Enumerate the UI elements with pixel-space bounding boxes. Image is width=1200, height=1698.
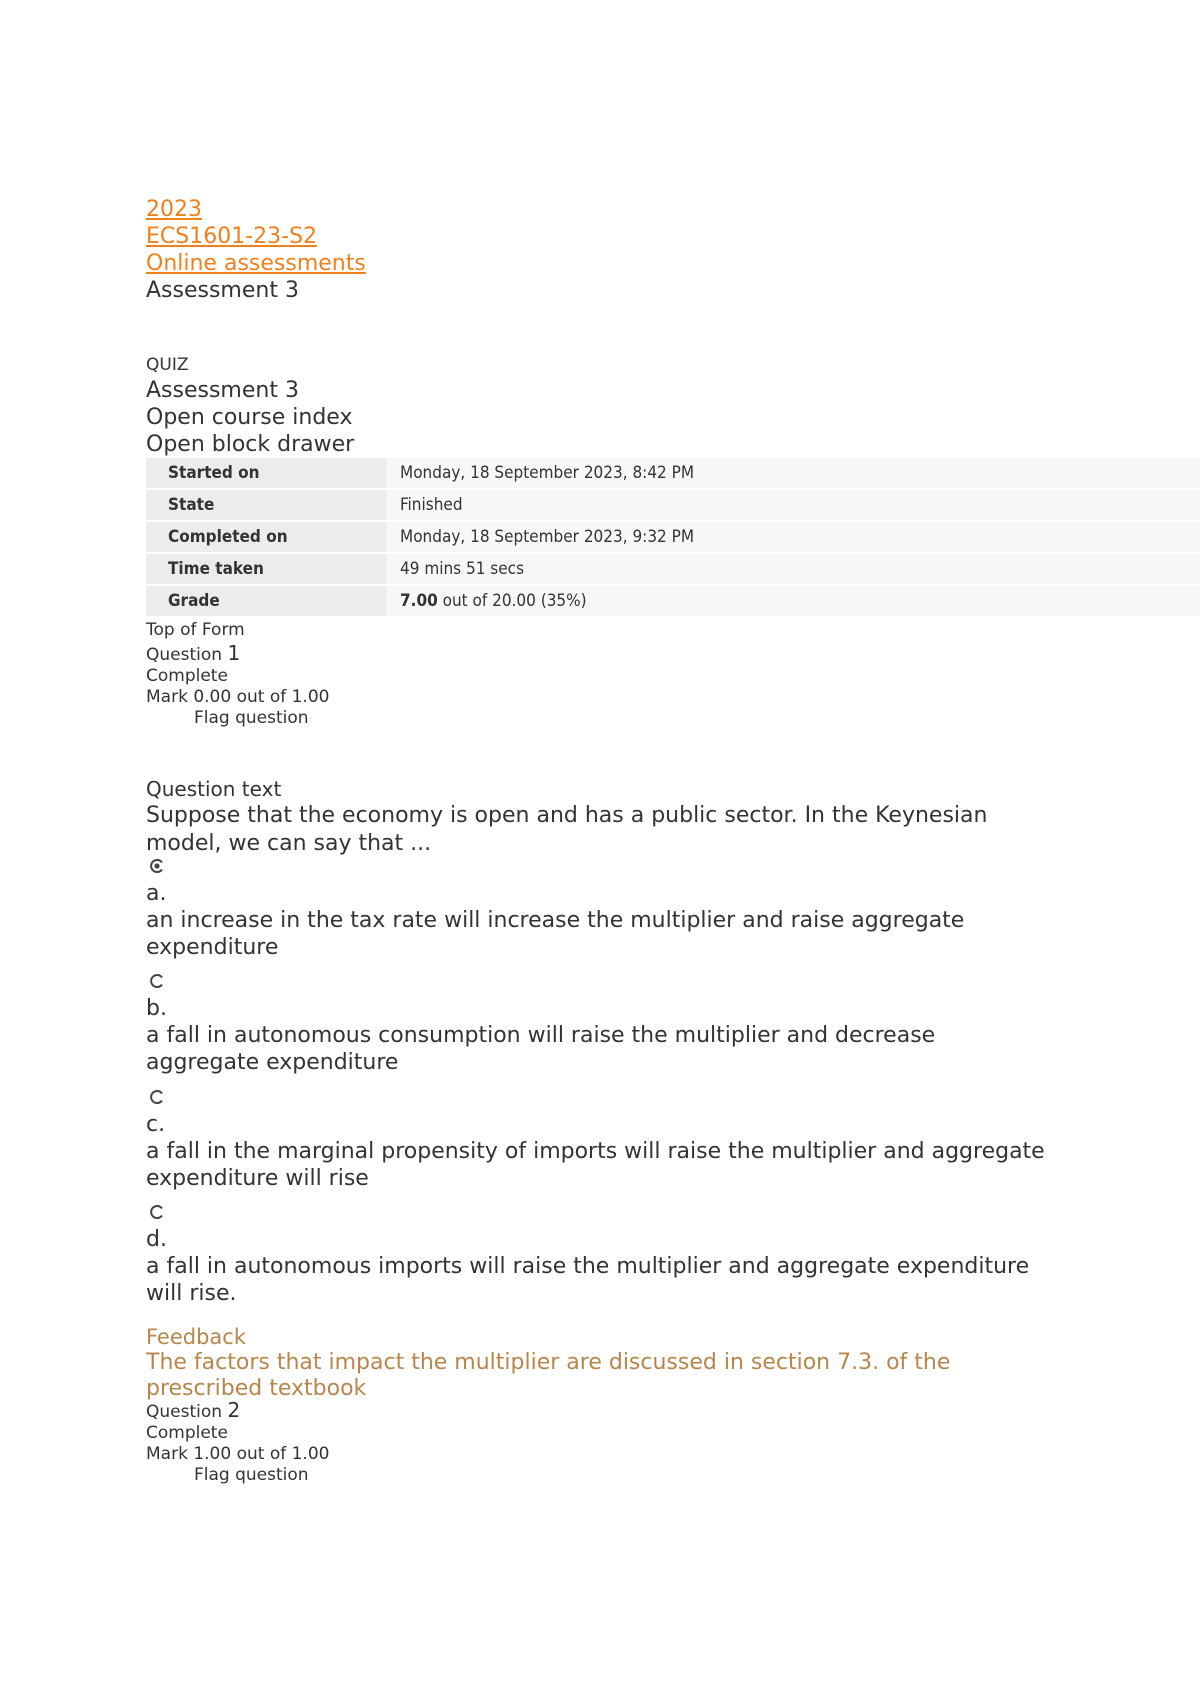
- flag-question-button[interactable]: Flag question: [194, 708, 309, 728]
- option-letter: c.: [146, 1112, 166, 1137]
- question-info: [146, 1400, 329, 1486]
- question-text: Suppose that the economy is open and has a public sector. In the Keynesian model, we can say that ...: [146, 803, 988, 856]
- answer-option: [146, 1087, 1046, 1192]
- answer-option: [146, 856, 1046, 961]
- question-mark: Mark 1.00 out of 1.00: [146, 1444, 330, 1464]
- attempt-summary-table: [146, 458, 1200, 618]
- summary-label: Time taken: [146, 553, 386, 585]
- radio-icon[interactable]: [149, 1089, 165, 1105]
- open-course-index-button[interactable]: Open course index: [146, 405, 353, 430]
- feedback-text: The factors that impact the multiplier are discussed in section 7.3. of the prescribed textbook: [146, 1350, 951, 1401]
- summary-label: State: [146, 489, 386, 521]
- quiz-header: [146, 353, 354, 458]
- summary-row: [146, 489, 1200, 521]
- question-info: [146, 620, 329, 729]
- question-mark: Mark 0.00 out of 1.00: [146, 687, 330, 707]
- grade-out-of: out of 20.00 (35%): [437, 591, 587, 611]
- question-text-label: Question text: [146, 777, 282, 801]
- question-status: Complete: [146, 666, 228, 686]
- radio-icon[interactable]: [149, 1204, 165, 1220]
- question-label: Question: [146, 1402, 228, 1422]
- summary-value: Monday, 18 September 2023, 8:42 PM: [386, 458, 1200, 489]
- grade-value: [386, 585, 1200, 617]
- summary-row: [146, 553, 1200, 585]
- answer-option: [146, 1202, 1046, 1307]
- feedback-label: Feedback: [146, 1325, 247, 1349]
- page-title: Assessment 3: [146, 378, 299, 403]
- summary-row: [146, 521, 1200, 553]
- question-label: Question: [146, 645, 228, 665]
- grade-score: 7.00: [400, 591, 438, 611]
- summary-label: Grade: [146, 585, 386, 617]
- option-text: a fall in autonomous imports will raise the multiplier and aggregate expenditure will rise.: [146, 1254, 1030, 1306]
- breadcrumb-section-link[interactable]: Online assessments: [146, 251, 366, 276]
- option-text: a fall in the marginal propensity of imports will raise the multiplier and aggregate expenditure will rise: [146, 1139, 1045, 1191]
- activity-type-label: QUIZ: [146, 355, 189, 375]
- flag-question-button[interactable]: Flag question: [194, 1465, 309, 1485]
- option-letter: a.: [146, 881, 167, 906]
- breadcrumb: [146, 196, 366, 304]
- summary-value: Monday, 18 September 2023, 9:32 PM: [386, 521, 1200, 553]
- option-letter: d.: [146, 1227, 167, 1252]
- answer-option: [146, 971, 1046, 1076]
- breadcrumb-course-link[interactable]: ECS1601-23-S2: [146, 224, 318, 249]
- question-number: 1: [227, 641, 241, 665]
- open-block-drawer-button[interactable]: Open block drawer: [146, 432, 355, 457]
- summary-value: 49 mins 51 secs: [386, 553, 1200, 585]
- summary-label: Completed on: [146, 521, 386, 553]
- feedback-block: [146, 1324, 1046, 1402]
- top-of-form: Top of Form: [146, 620, 245, 640]
- radio-icon[interactable]: [149, 973, 165, 989]
- question-status: Complete: [146, 1423, 228, 1443]
- question-number: 2: [227, 1398, 241, 1422]
- radio-selected-icon[interactable]: [149, 858, 165, 874]
- option-letter: b.: [146, 996, 167, 1021]
- breadcrumb-year-link[interactable]: 2023: [146, 197, 202, 222]
- question-text-block: [146, 776, 1046, 858]
- summary-label: Started on: [146, 458, 386, 489]
- option-text: a fall in autonomous consumption will raise the multiplier and decrease aggregate expenditure: [146, 1023, 936, 1075]
- summary-row: [146, 458, 1200, 489]
- summary-value: Finished: [386, 489, 1200, 521]
- breadcrumb-current: Assessment 3: [146, 278, 299, 303]
- summary-row: [146, 585, 1200, 617]
- option-text: an increase in the tax rate will increase the multiplier and raise aggregate expenditure: [146, 908, 965, 960]
